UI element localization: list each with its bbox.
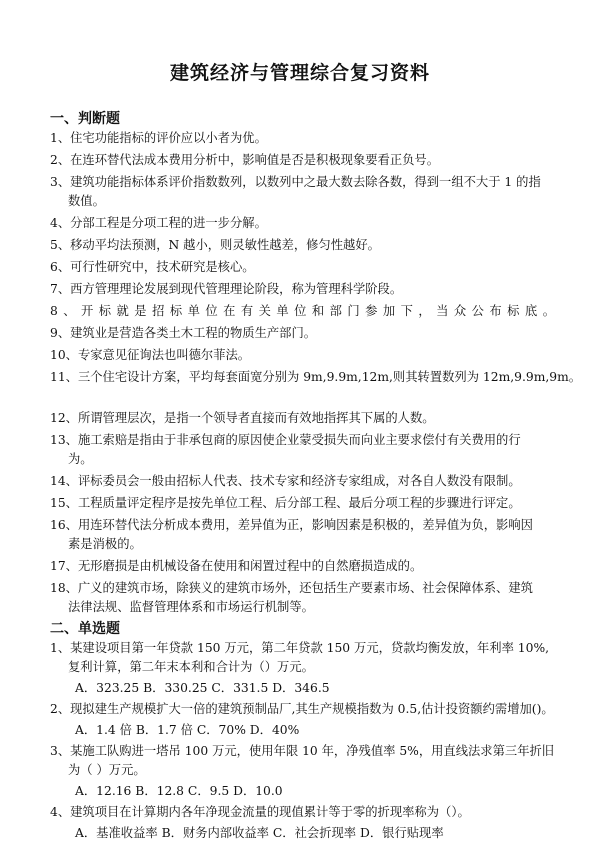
judgment-item-13-cont: 为。 bbox=[68, 452, 93, 466]
choice-question-3-cont: 为（ ）万元。 bbox=[68, 763, 146, 777]
judgment-item-4: 4、分部工程是分项工程的进一步分解。 bbox=[50, 216, 267, 230]
choice-options-3: A．12.16 B．12.8 C．9.5 D．10.0 bbox=[75, 784, 283, 798]
choice-options-4: A．基准收益率 B．财务内部收益率 C．社会折现率 D．银行贴现率 bbox=[75, 826, 444, 840]
judgment-item-1: 1、住宅功能指标的评价应以小者为优。 bbox=[50, 131, 267, 145]
judgment-item-15: 15、工程质量评定程序是按先单位工程、后分部工程、最后分项工程的步骤进行评定。 bbox=[50, 496, 521, 510]
section-heading-judgment: 一、判断题 bbox=[50, 111, 120, 127]
choice-options-1: A．323.25 B．330.25 C．331.5 D．346.5 bbox=[75, 681, 330, 695]
judgment-item-13: 13、施工索赔是指由于非承包商的原因使企业蒙受损失而向业主要求偿付有关费用的行 bbox=[50, 433, 521, 447]
choice-question-1: 1、某建设项目第一年贷款 150 万元，第二年贷款 150 万元，贷款均衡发放，年利率 10%, bbox=[50, 641, 550, 655]
judgment-item-17: 17、无形磨损是由机械设备在使用和闲置过程中的自然磨损造成的。 bbox=[50, 559, 423, 573]
judgment-item-5: 5、移动平均法预测，N 越小，则灵敏性越差，修匀性越好。 bbox=[50, 238, 380, 252]
judgment-item-16-cont: 素是消极的。 bbox=[68, 537, 142, 551]
judgment-item-3: 3、建筑功能指标体系评价指数数列，以数列中之最大数去除各数，得到一组不大于 1 的指 bbox=[50, 175, 541, 189]
judgment-item-3-cont: 数值。 bbox=[68, 194, 105, 208]
judgment-item-9: 9、建筑业是营造各类土木工程的物质生产部门。 bbox=[50, 326, 317, 340]
judgment-item-14: 14、评标委员会一般由招标人代表、技术专家和经济专家组成，对各自人数没有限制。 bbox=[50, 474, 521, 488]
judgment-item-18: 18、广义的建筑市场，除狭义的建筑市场外，还包括生产要素市场、社会保障体系、建筑 bbox=[50, 581, 533, 595]
judgment-item-18-cont: 法律法规、监督管理体系和市场运行机制等。 bbox=[68, 600, 314, 614]
judgment-item-7: 7、西方管理理论发展到现代管理理论阶段，称为管理科学阶段。 bbox=[50, 282, 403, 296]
document-title: 建筑经济与管理综合复习资料 bbox=[169, 62, 430, 84]
choice-question-2: 2、现拟建生产规模扩大一倍的建筑预制品厂,其生产规模指数为 0.5,估计投资额约需增加()。 bbox=[50, 702, 554, 716]
section-heading-single-choice: 二、单选题 bbox=[50, 621, 120, 637]
choice-question-1-cont: 复利计算，第二年末本利和合计为（）万元。 bbox=[68, 660, 314, 674]
choice-question-3: 3、某施工队购进一塔吊 100 万元，使用年限 10 年，净残值率 5%，用直线法求第三年折旧 bbox=[50, 744, 555, 758]
judgment-item-11: 11、三个住宅设计方案，平均每套面宽分别为 9m,9.9m,12m,则其转置数列为 12m,9.9m,9m。 bbox=[50, 370, 582, 384]
judgment-item-12: 12、所谓管理层次，是指一个领导者直接而有效地指挥其下属的人数。 bbox=[50, 411, 435, 425]
judgment-item-6: 6、可行性研究中，技术研究是核心。 bbox=[50, 260, 255, 274]
judgment-item-10: 10、专家意见征询法也叫德尔菲法。 bbox=[50, 348, 251, 362]
judgment-item-2: 2、在连环替代法成本费用分析中，影响值是否是积极现象要看正负号。 bbox=[50, 153, 440, 167]
judgment-item-16: 16、用连环替代法分析成本费用，差异值为正，影响因素是积极的，差异值为负，影响因 bbox=[50, 518, 533, 532]
judgment-item-8: 8、开标就是招标单位在有关单位和部门参加下，当众公布标底。 bbox=[50, 304, 555, 318]
choice-options-2: A．1.4 倍 B．1.7 倍 C．70% D．40% bbox=[75, 723, 300, 737]
choice-question-4: 4、建筑项目在计算期内各年净现金流量的现值累计等于零的折现率称为（）。 bbox=[50, 805, 470, 819]
